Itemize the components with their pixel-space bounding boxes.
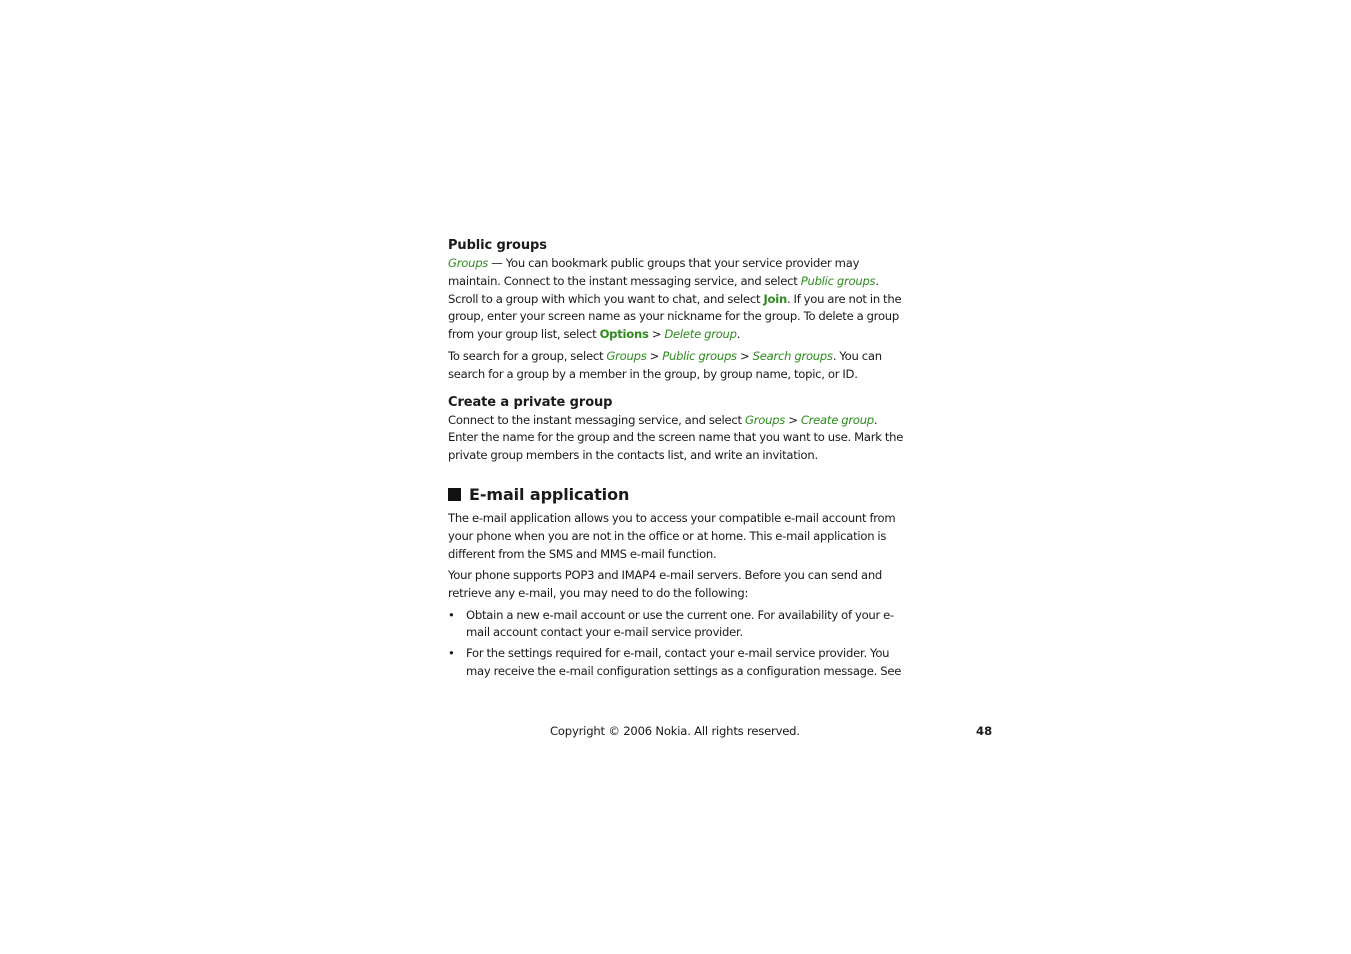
list-item: • For the settings required for e-mail, contact your e-mail service provider. You may receive the e-mail configuration settings as a configuration message. See — [448, 645, 908, 679]
email-intro-paragraph: The e-mail application allows you to access your compatible e-mail account from your phone when you are not in the office or at home. This e-mail application is different from the SMS and MMS e-mail function. — [448, 510, 896, 561]
bullet-icon: • — [448, 646, 455, 661]
private-group-paragraph: Connect to the instant messaging service, and select Groups > Create group. Enter the name for the group and the screen name that you want to use. Mark the private group members in the contacts list, and write an invitation. — [448, 412, 904, 463]
page-number: 48 — [976, 724, 993, 738]
create-group-menu-term: Create group — [800, 412, 874, 427]
footer-copyright: Copyright © 2006 Nokia. All rights reserved. — [550, 724, 800, 738]
bullet-icon: • — [448, 607, 455, 622]
section-square-icon — [448, 488, 461, 501]
manual-page-body — [448, 237, 908, 680]
public-groups-menu-term: Public groups — [662, 348, 737, 363]
delete-group-menu-term: Delete group — [664, 327, 737, 342]
email-servers-paragraph: Your phone supports POP3 and IMAP4 e-mail servers. Before you can send and retrieve any e-mail, you may need to do the following: — [448, 568, 883, 601]
public-groups-paragraph: Groups — You can bookmark public groups that your service provider may maintain. Connect to the instant messaging service, and select Public groups. Scroll to a group with which you want to chat, and select Join. If you are not in the group, enter your screen name as your nickname for the group. To delete a group from your group list, select Options > Delete group. — [448, 256, 902, 342]
email-section-title: E-mail application — [448, 484, 908, 506]
list-item: • Obtain a new e-mail account or use the current one. For availability of your e-mail account contact your e-mail service provider. — [448, 607, 908, 641]
groups-menu-term: Groups — [448, 256, 489, 270]
search-groups-menu-term: Search groups — [752, 348, 833, 363]
search-groups-paragraph: To search for a group, select Groups > Public groups > Search groups. You can search for a group by a member in the group, by group name, topic, or ID. — [448, 348, 882, 381]
private-group-heading: Create a private group — [448, 394, 613, 410]
groups-menu-term: Groups — [744, 412, 786, 427]
options-softkey-term: Options — [599, 327, 649, 342]
groups-menu-term: Groups — [606, 348, 647, 363]
public-groups-heading: Public groups — [448, 238, 547, 253]
join-softkey-term: Join — [763, 291, 787, 306]
public-groups-menu-term: Public groups — [800, 273, 876, 288]
